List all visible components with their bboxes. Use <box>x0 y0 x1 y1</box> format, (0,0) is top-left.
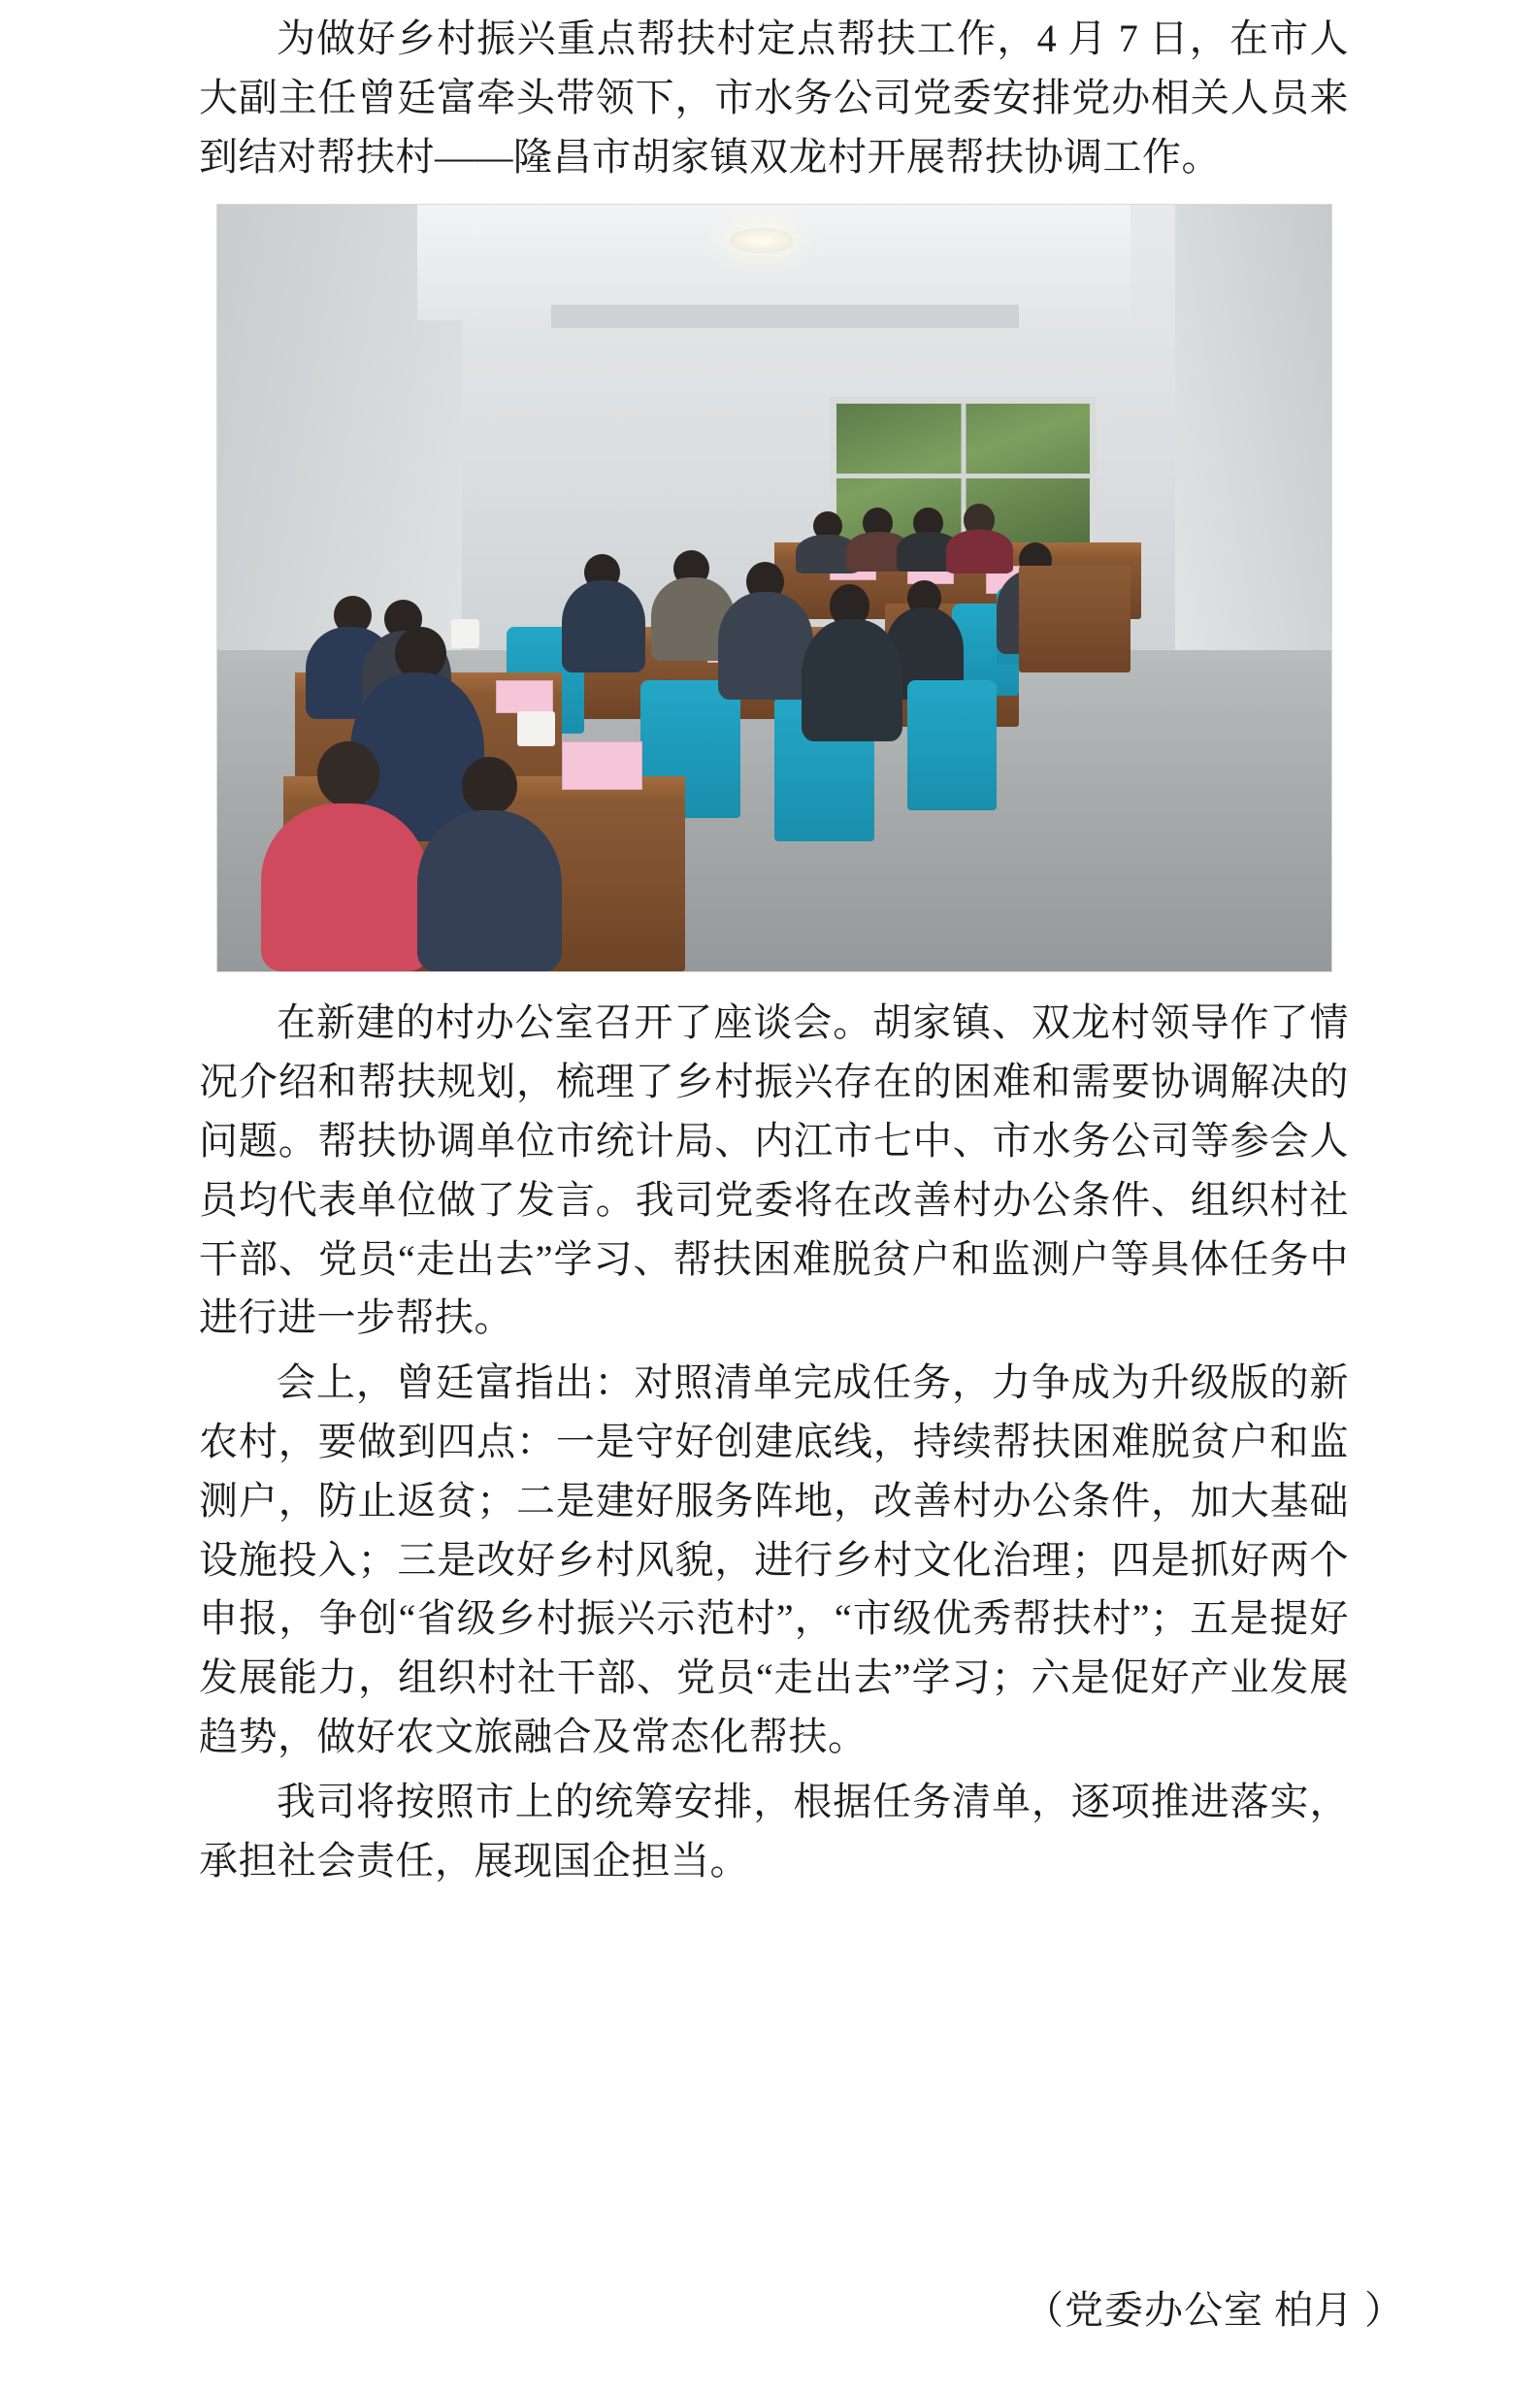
ceiling-light-icon <box>730 228 794 253</box>
paragraph-1: 为做好乡村振兴重点帮扶村定点帮扶工作，4 月 7 日，在市人大副主任曾廷富牵头带领下，市水务公司党委安排党办相关人员来到结对帮扶村——隆昌市胡家镇双龙村开展帮扶协调工作。 <box>199 16 1349 179</box>
photo-cup <box>451 619 480 648</box>
photo-name-card <box>562 741 641 789</box>
photo-name-card <box>496 680 553 713</box>
photo-cup <box>517 711 555 746</box>
photo-person <box>718 592 813 700</box>
photo-container <box>199 204 1349 972</box>
paragraph-3: 会上，曾廷富指出：对照清单完成任务，力争成为升级版的新农村，要做到四点：一是守好创建底线，持续帮扶困难脱贫户和监测户，防止返贫；二是建好服务阵地，改善村办公条件，加大基础设施投入；三是改好乡村风貌，进行乡村文化治理；四是抓好两个申报，争创“省级乡村振兴示范村”，“市级优秀帮扶村”；五是提好发展能力，组织村社干部、党员“走出去”学习；六是促好产业发展趋势，做好农文旅融合及常态化帮扶。 <box>199 1360 1349 1758</box>
photo-person <box>261 803 428 972</box>
photo-ceiling-beam <box>551 305 1019 328</box>
document-body <box>199 10 1349 1896</box>
paragraph-4: 我司将按照市上的统筹安排，根据任务清单，逐项推进落实，承担社会责任，展现国企担当。 <box>199 1779 1349 1883</box>
photo-person <box>417 810 562 971</box>
paragraph-2: 在新建的村办公室召开了座谈会。胡家镇、双龙村领导作了情况介绍和帮扶规划，梳理了乡村振兴存在的困难和需要协调解决的问题。帮扶协调单位市统计局、内江市七中、市水务公司等参会人员均代表单位做了发言。我司党委将在改善村办公条件、组织村社干部、党员“走出去”学习、帮扶困难脱贫户和监测户等具体任务中进行进一步帮扶。 <box>199 1000 1349 1340</box>
photo-person <box>562 580 645 672</box>
photo-person <box>946 530 1013 573</box>
photo-wall-right <box>1175 205 1331 696</box>
photo-chair <box>907 680 997 810</box>
photo-person <box>802 619 901 741</box>
photo-table-right-far <box>1019 566 1130 673</box>
photo-person-head <box>317 741 379 806</box>
signature-line: （党委办公室 柏月 ） <box>1025 2288 1404 2332</box>
photo-ceiling <box>417 205 1130 320</box>
meeting-room-photo <box>216 204 1332 972</box>
